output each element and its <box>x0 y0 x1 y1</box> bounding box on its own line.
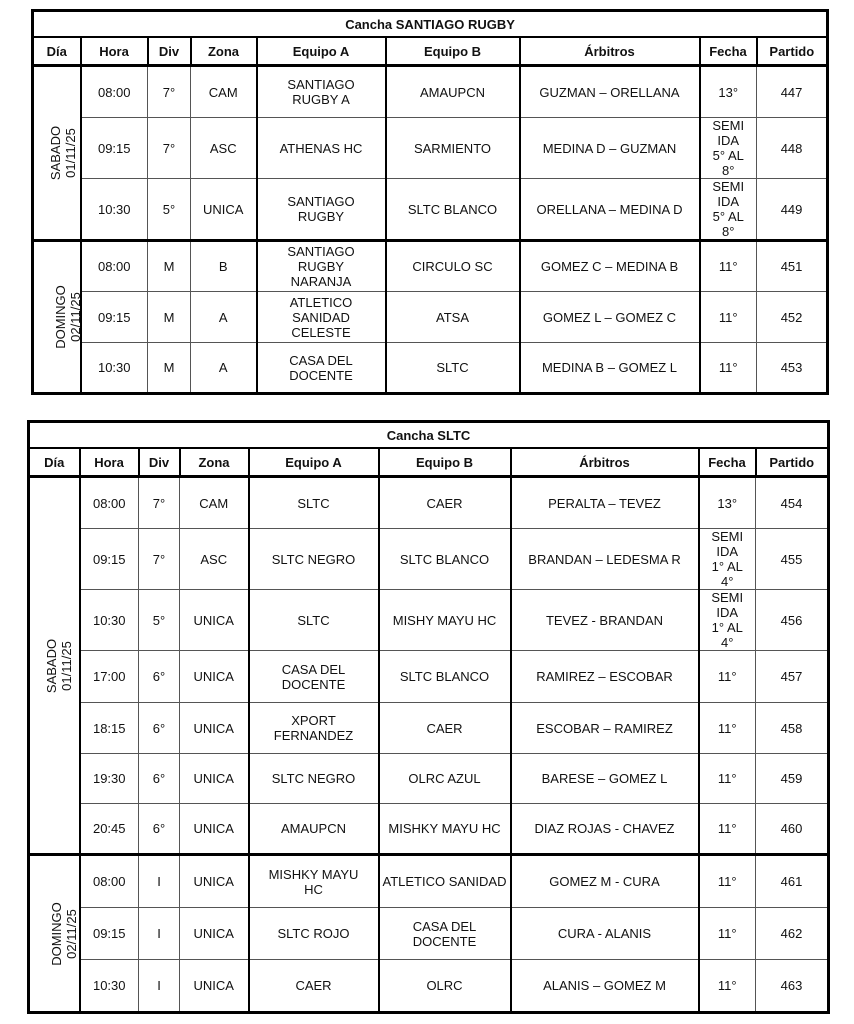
partido-cell: 458 <box>756 703 829 754</box>
arbitros-cell: ESCOBAR – RAMIREZ <box>511 703 699 754</box>
partido-cell: 463 <box>756 960 829 1013</box>
schedule-table-santiago-rugby <box>31 9 829 395</box>
div-cell: M <box>148 241 191 292</box>
equipo-b-cell: CAER <box>379 477 511 529</box>
arbitros-cell: RAMIREZ – ESCOBAR <box>511 651 699 703</box>
equipo-a-cell: SLTC NEGRO <box>249 754 379 804</box>
equipo-a-cell: SANTIAGO RUGBY NARANJA <box>257 241 386 292</box>
column-header: Zona <box>180 448 249 477</box>
div-cell: M <box>148 292 191 343</box>
arbitros-cell: ORELLANA – MEDINA D <box>520 179 700 241</box>
column-header: Árbitros <box>511 448 699 477</box>
hora-cell: 08:00 <box>80 477 139 529</box>
partido-cell: 459 <box>756 754 829 804</box>
equipo-b-cell: SARMIENTO <box>386 118 520 179</box>
zona-cell: UNICA <box>180 590 249 651</box>
equipo-a-cell: SANTIAGO RUGBY A <box>257 66 386 118</box>
partido-cell: 448 <box>757 118 828 179</box>
hora-cell: 08:00 <box>81 241 148 292</box>
partido-cell: 460 <box>756 804 829 855</box>
div-cell: I <box>139 855 180 908</box>
equipo-b-cell: CASA DEL DOCENTE <box>379 908 511 960</box>
table-row <box>33 292 828 343</box>
column-header: Partido <box>756 448 829 477</box>
column-header: Partido <box>757 37 828 66</box>
fecha-cell: SEMI IDA 5° AL 8° <box>700 118 757 179</box>
equipo-a-cell: XPORT FERNANDEZ <box>249 703 379 754</box>
equipo-a-cell: CAER <box>249 960 379 1013</box>
column-header: Día <box>33 37 81 66</box>
partido-cell: 455 <box>756 529 829 590</box>
zona-cell: A <box>191 343 257 394</box>
table-row <box>29 804 829 855</box>
fecha-cell: 11° <box>699 651 756 703</box>
partido-cell: 452 <box>757 292 828 343</box>
div-cell: 7° <box>148 66 191 118</box>
zona-cell: UNICA <box>180 960 249 1013</box>
equipo-b-cell: OLRC AZUL <box>379 754 511 804</box>
column-header: Div <box>148 37 191 66</box>
equipo-a-cell: AMAUPCN <box>249 804 379 855</box>
zona-cell: ASC <box>180 529 249 590</box>
fecha-cell: 11° <box>700 241 757 292</box>
header-row <box>29 448 829 477</box>
equipo-a-cell: SLTC <box>249 477 379 529</box>
column-header: Fecha <box>700 37 757 66</box>
fecha-cell: SEMI IDA 1° AL 4° <box>699 529 756 590</box>
fecha-cell: 11° <box>699 703 756 754</box>
partido-cell: 461 <box>756 855 829 908</box>
fecha-cell: 11° <box>699 855 756 908</box>
hora-cell: 09:15 <box>80 529 139 590</box>
equipo-b-cell: MISHY MAYU HC <box>379 590 511 651</box>
arbitros-cell: DIAZ ROJAS - CHAVEZ <box>511 804 699 855</box>
schedule-table-sltc <box>27 420 830 1014</box>
fecha-cell: SEMI IDA 1° AL 4° <box>699 590 756 651</box>
partido-cell: 449 <box>757 179 828 241</box>
table-body <box>29 422 829 1013</box>
table-row <box>33 241 828 292</box>
day-cell <box>29 855 80 1013</box>
equipo-b-cell: AMAUPCN <box>386 66 520 118</box>
equipo-b-cell: SLTC <box>386 343 520 394</box>
day-cell <box>33 241 81 394</box>
equipo-a-cell: SLTC <box>249 590 379 651</box>
table-row <box>29 703 829 754</box>
hora-cell: 10:30 <box>80 960 139 1013</box>
column-header: Árbitros <box>520 37 700 66</box>
equipo-a-cell: CASA DEL DOCENTE <box>257 343 386 394</box>
partido-cell: 451 <box>757 241 828 292</box>
equipo-b-cell: SLTC BLANCO <box>379 651 511 703</box>
day-name: SABADO <box>48 125 64 181</box>
hora-cell: 09:15 <box>81 118 148 179</box>
table-row <box>29 960 829 1013</box>
zona-cell: UNICA <box>180 703 249 754</box>
fecha-cell: 11° <box>699 960 756 1013</box>
equipo-b-cell: ATSA <box>386 292 520 343</box>
zona-cell: UNICA <box>180 855 249 908</box>
arbitros-cell: GOMEZ M - CURA <box>511 855 699 908</box>
partido-cell: 462 <box>756 908 829 960</box>
table-row <box>29 529 829 590</box>
column-header: Hora <box>81 37 148 66</box>
hora-cell: 10:30 <box>81 179 148 241</box>
table-row <box>29 754 829 804</box>
table-row <box>33 179 828 241</box>
day-cell <box>33 66 81 241</box>
column-header: Equipo B <box>386 37 520 66</box>
day-name: DOMINGO <box>52 285 68 349</box>
div-cell: 6° <box>139 703 180 754</box>
arbitros-cell: PERALTA – TEVEZ <box>511 477 699 529</box>
day-date: 02/11/25 <box>63 908 79 959</box>
column-header: Día <box>29 448 80 477</box>
zona-cell: UNICA <box>180 908 249 960</box>
fecha-cell: 13° <box>699 477 756 529</box>
hora-cell: 20:45 <box>80 804 139 855</box>
table-row <box>33 343 828 394</box>
equipo-b-cell: ATLETICO SANIDAD <box>379 855 511 908</box>
day-label <box>49 902 79 966</box>
partido-cell: 447 <box>757 66 828 118</box>
arbitros-cell: ALANIS – GOMEZ M <box>511 960 699 1013</box>
fecha-cell: 11° <box>700 343 757 394</box>
table-title-row <box>33 11 828 38</box>
day-name: DOMINGO <box>48 901 64 966</box>
div-cell: 7° <box>139 477 180 529</box>
column-header: Equipo A <box>257 37 386 66</box>
column-header: Zona <box>191 37 257 66</box>
table-row <box>29 477 829 529</box>
equipo-b-cell: CIRCULO SC <box>386 241 520 292</box>
table-row <box>29 908 829 960</box>
hora-cell: 09:15 <box>80 908 139 960</box>
equipo-b-cell: OLRC <box>379 960 511 1013</box>
hora-cell: 19:30 <box>80 754 139 804</box>
equipo-b-cell: SLTC BLANCO <box>379 529 511 590</box>
table-title: Cancha SANTIAGO RUGBY <box>33 11 828 38</box>
arbitros-cell: BARESE – GOMEZ L <box>511 754 699 804</box>
column-header: Equipo B <box>379 448 511 477</box>
equipo-a-cell: SLTC NEGRO <box>249 529 379 590</box>
equipo-b-cell: CAER <box>379 703 511 754</box>
partido-cell: 454 <box>756 477 829 529</box>
equipo-a-cell: MISHKY MAYU HC <box>249 855 379 908</box>
hora-cell: 08:00 <box>81 66 148 118</box>
div-cell: 5° <box>148 179 191 241</box>
arbitros-cell: CURA - ALANIS <box>511 908 699 960</box>
hora-cell: 08:00 <box>80 855 139 908</box>
table-row <box>29 590 829 651</box>
div-cell: 5° <box>139 590 180 651</box>
table-row <box>33 66 828 118</box>
partido-cell: 457 <box>756 651 829 703</box>
arbitros-cell: BRANDAN – LEDESMA R <box>511 529 699 590</box>
equipo-a-cell: SANTIAGO RUGBY <box>257 179 386 241</box>
fecha-cell: 11° <box>699 804 756 855</box>
div-cell: 6° <box>139 651 180 703</box>
zona-cell: UNICA <box>180 804 249 855</box>
fecha-cell: 11° <box>700 292 757 343</box>
zona-cell: A <box>191 292 257 343</box>
column-header: Equipo A <box>249 448 379 477</box>
equipo-a-cell: ATHENAS HC <box>257 118 386 179</box>
day-label <box>53 285 83 349</box>
div-cell: 7° <box>148 118 191 179</box>
zona-cell: CAM <box>180 477 249 529</box>
arbitros-cell: MEDINA B – GOMEZ L <box>520 343 700 394</box>
zona-cell: CAM <box>191 66 257 118</box>
zona-cell: UNICA <box>191 179 257 241</box>
hora-cell: 09:15 <box>81 292 148 343</box>
arbitros-cell: TEVEZ - BRANDAN <box>511 590 699 651</box>
zona-cell: UNICA <box>180 754 249 804</box>
arbitros-cell: GUZMAN – ORELLANA <box>520 66 700 118</box>
day-name: SABADO <box>44 638 60 693</box>
zona-cell: UNICA <box>180 651 249 703</box>
day-cell <box>29 477 80 855</box>
div-cell: I <box>139 960 180 1013</box>
equipo-a-cell: SLTC ROJO <box>249 908 379 960</box>
fecha-cell: 11° <box>699 908 756 960</box>
day-date: 01/11/25 <box>63 128 79 178</box>
equipo-b-cell: SLTC BLANCO <box>386 179 520 241</box>
column-header: Fecha <box>699 448 756 477</box>
hora-cell: 10:30 <box>81 343 148 394</box>
column-header: Div <box>139 448 180 477</box>
div-cell: 7° <box>139 529 180 590</box>
fecha-cell: 11° <box>699 754 756 804</box>
fecha-cell: SEMI IDA 5° AL 8° <box>700 179 757 241</box>
div-cell: I <box>139 908 180 960</box>
table-body <box>33 11 828 394</box>
table-title: Cancha SLTC <box>29 422 829 449</box>
equipo-a-cell: CASA DEL DOCENTE <box>249 651 379 703</box>
zona-cell: B <box>191 241 257 292</box>
day-label <box>48 126 78 180</box>
div-cell: 6° <box>139 754 180 804</box>
equipo-a-cell: ATLETICO SANIDAD CELESTE <box>257 292 386 343</box>
table-row <box>29 855 829 908</box>
table-row <box>33 118 828 179</box>
header-row <box>33 37 828 66</box>
div-cell: 6° <box>139 804 180 855</box>
table-title-row <box>29 422 829 449</box>
day-date: 02/11/25 <box>67 292 83 342</box>
equipo-b-cell: MISHKY MAYU HC <box>379 804 511 855</box>
zona-cell: ASC <box>191 118 257 179</box>
div-cell: M <box>148 343 191 394</box>
partido-cell: 453 <box>757 343 828 394</box>
day-date: 01/11/25 <box>59 640 75 691</box>
arbitros-cell: GOMEZ L – GOMEZ C <box>520 292 700 343</box>
arbitros-cell: GOMEZ C – MEDINA B <box>520 241 700 292</box>
day-label <box>44 638 74 692</box>
hora-cell: 18:15 <box>80 703 139 754</box>
hora-cell: 17:00 <box>80 651 139 703</box>
partido-cell: 456 <box>756 590 829 651</box>
column-header: Hora <box>80 448 139 477</box>
fecha-cell: 13° <box>700 66 757 118</box>
arbitros-cell: MEDINA D – GUZMAN <box>520 118 700 179</box>
hora-cell: 10:30 <box>80 590 139 651</box>
table-row <box>29 651 829 703</box>
